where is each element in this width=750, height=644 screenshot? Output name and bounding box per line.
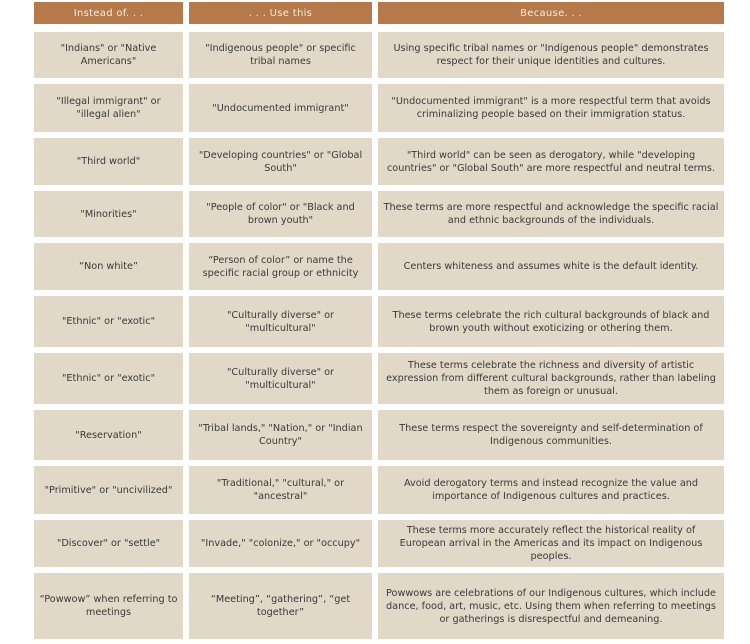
row-9-instead: "Primitive" or "uncivilized" [34,466,183,514]
row-11-use: “Meeting”, “gathering”, “get together” [189,573,372,639]
row-8-use: "Tribal lands," "Nation," or "Indian Country" [189,410,372,460]
row-10-instead: "Discover" or "settle" [34,520,183,567]
row-7-because: These terms celebrate the richness and diversity of artistic expression from different cultural backgrounds, rather than labeling them as foreign or unusual. [378,353,724,404]
row-11-instead: “Powwow” when referring to meetings [34,573,183,639]
row-1-use: "Indigenous people" or specific tribal names [189,32,372,78]
row-4-instead: "Minorities" [34,191,183,237]
row-3-instead: "Third world" [34,138,183,185]
row-3-use: "Developing countries" or "Global South" [189,138,372,185]
header-use-this: . . . Use this [189,2,372,24]
header-because: Because. . . [378,2,724,24]
row-2-instead: "Illegal immigrant" or "illegal alien" [34,84,183,132]
row-2-because: "Undocumented immigrant" is a more respectful term that avoids criminalizing people based on their immigration status. [378,84,724,132]
row-6-instead: "Ethnic" or "exotic" [34,296,183,347]
row-7-instead: "Ethnic" or "exotic" [34,353,183,404]
row-3-because: "Third world" can be seen as derogatory, while "developing countries" or "Global South" are more respectful and neutral terms. [378,138,724,185]
row-5-instead: “Non white” [34,243,183,290]
row-10-use: "Invade," "colonize," or "occupy" [189,520,372,567]
row-8-because: These terms respect the sovereignty and self-determination of Indigenous communities. [378,410,724,460]
row-1-instead: "Indians" or "Native Americans" [34,32,183,78]
row-4-use: "People of color" or "Black and brown youth" [189,191,372,237]
row-6-use: "Culturally diverse" or "multicultural" [189,296,372,347]
terminology-table [34,2,724,639]
row-10-because: These terms more accurately reflect the historical reality of European arrival in the Americas and its impact on Indigenous peoples. [378,520,724,567]
row-2-use: "Undocumented immigrant" [189,84,372,132]
row-5-because: Centers whiteness and assumes white is the default identity. [378,243,724,290]
header-instead-of: Instead of. . . [34,2,183,24]
row-5-use: “Person of color” or name the specific racial group or ethnicity [189,243,372,290]
row-6-because: These terms celebrate the rich cultural backgrounds of black and brown youth without exoticizing or othering them. [378,296,724,347]
row-9-because: Avoid derogatory terms and instead recognize the value and importance of Indigenous cultures and practices. [378,466,724,514]
row-9-use: "Traditional," "cultural," or "ancestral" [189,466,372,514]
row-4-because: These terms are more respectful and acknowledge the specific racial and ethnic backgrounds of the individuals. [378,191,724,237]
row-1-because: Using specific tribal names or "Indigenous people" demonstrates respect for their unique identities and cultures. [378,32,724,78]
row-8-instead: "Reservation" [34,410,183,460]
row-7-use: "Culturally diverse" or "multicultural" [189,353,372,404]
row-11-because: Powwows are celebrations of our Indigenous cultures, which include dance, food, art, music, etc. Using them when referring to meetings or gatherings is disrespectful and demeaning. [378,573,724,639]
